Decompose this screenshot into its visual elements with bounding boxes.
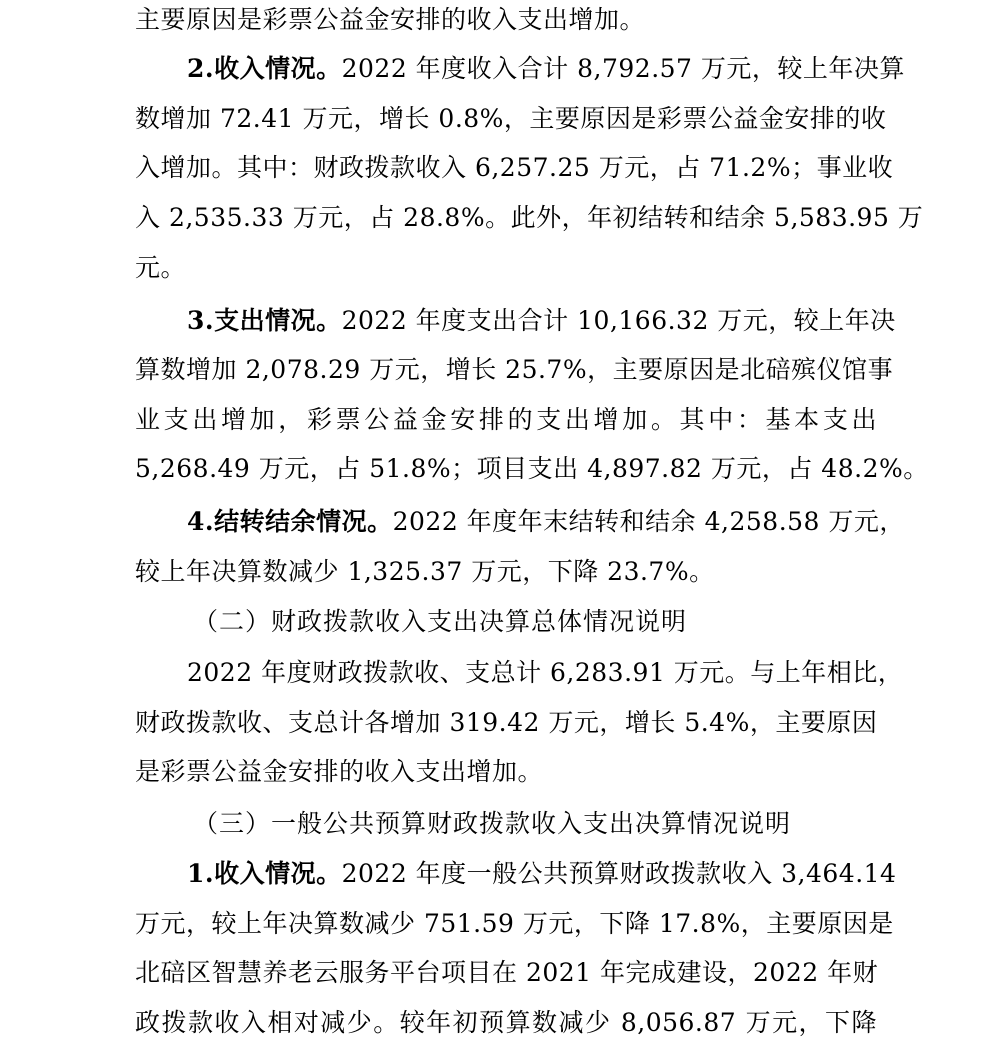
section-heading-income-general: 1.收入情况。2022 年度一般公共预算财政拨款收入 3,464.14 xyxy=(187,859,897,888)
paragraph-line: 5,268.49 万元，占 51.8%；项目支出 4,897.82 万元，占 48.2%。 xyxy=(135,454,929,483)
section-heading-carryover: 4.结转结余情况。2022 年度年末结转和结余 4,258.58 万元， xyxy=(187,507,905,536)
paragraph-line: 元。 xyxy=(135,253,187,282)
subheading-label: 4.结转结余情况。 xyxy=(187,507,393,536)
section-title-general-budget: （三）一般公共预算财政拨款收入支出决算情况说明 xyxy=(193,809,792,838)
paragraph-line: 数增加 72.41 万元，增长 0.8%，主要原因是彩票公益金安排的收 xyxy=(135,104,887,133)
paragraph-line: 入增加。其中：财政拨款收入 6,257.25 万元，占 71.2%；事业收 xyxy=(135,153,894,182)
paragraph-line: 业支出增加，彩票公益金安排的支出增加。其中：基本支出 xyxy=(135,405,877,434)
paragraph-line: 较上年决算数减少 1,325.37 万元，下降 23.7%。 xyxy=(135,557,715,586)
paragraph-line: 北碚区智慧养老云服务平台项目在 2021 年完成建设，2022 年财 xyxy=(135,958,879,987)
subheading-label: 1.收入情况。 xyxy=(187,859,342,888)
section-heading-income: 2.收入情况。2022 年度收入合计 8,792.57 万元，较上年决算 xyxy=(187,54,905,83)
paragraph-line: 万元，较上年决算数减少 751.59 万元，下降 17.8%，主要原因是 xyxy=(135,909,894,938)
paragraph-line: 主要原因是彩票公益金安排的收入支出增加。 xyxy=(135,5,646,34)
paragraph-line: 2022 年度财政拨款收、支总计 6,283.91 万元。与上年相比， xyxy=(187,658,904,687)
paragraph-line: 政拨款收入相对减少。较年初预算数减少 8,056.87 万元，下降 xyxy=(135,1008,877,1037)
paragraph-line: 财政拨款收、支总计各增加 319.42 万元，增长 5.4%，主要原因 xyxy=(135,708,878,737)
section-heading-expenditure: 3.支出情况。2022 年度支出合计 10,166.32 万元，较上年决 xyxy=(187,306,896,335)
paragraph-line: 是彩票公益金安排的收入支出增加。 xyxy=(135,757,544,786)
paragraph-line: 算数增加 2,078.29 万元，增长 25.7%，主要原因是北碚殡仪馆事 xyxy=(135,355,894,384)
subheading-label: 2.收入情况。 xyxy=(187,54,342,83)
subheading-label: 3.支出情况。 xyxy=(187,306,342,335)
section-title-fiscal-overview: （二）财政拨款收入支出决算总体情况说明 xyxy=(193,607,688,636)
paragraph-line: 入 2,535.33 万元，占 28.8%。此外，年初结转和结余 5,583.95 万 xyxy=(135,203,924,232)
